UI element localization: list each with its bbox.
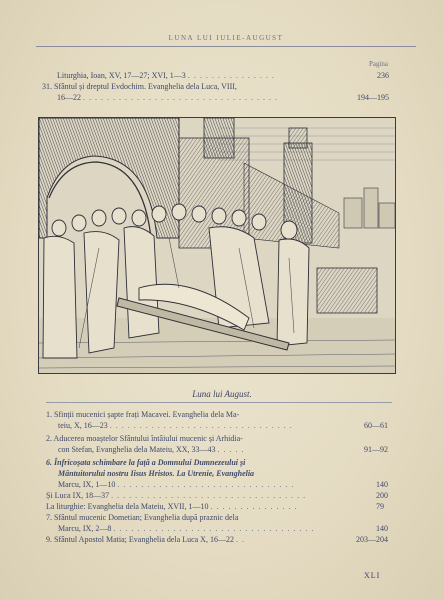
entry-pages: 236 (377, 71, 389, 80)
pagina-label: Pagina (368, 60, 388, 68)
entry-text: 16—22 (57, 93, 81, 102)
july-entry (42, 82, 389, 92)
header-rule (36, 46, 416, 47)
august-entry-line: Mântuitorului nostru Iisus Hristos. La Utrenie, Evanghelia (58, 469, 255, 478)
august-entry-line: 6. Înfricoșata schimbare la față a Domnului Dumnezeului și (46, 458, 246, 467)
leader-dots: . . (235, 535, 245, 544)
leader-dots: . . . . . . . . . . . . . . . . . . . . . . . . . . . . . . . . . . (113, 524, 315, 533)
august-entry-line (46, 491, 306, 501)
entry-text: 9. Sfântul Apostol Matia; Evanghelia dela Luca X, 16—22 (46, 535, 234, 544)
section-rule (46, 402, 392, 403)
entry-pages: 91—92 (364, 445, 388, 454)
august-entry-line (58, 445, 245, 455)
august-entry-line: 2. Aducerea moaștelor Sfântului întâiului mucenic și Arhidia- (46, 434, 243, 443)
leader-dots: . . . . . . . . . . . . . . . . . . . . . . . . . . . . . . . (109, 421, 293, 430)
section-title: Luna lui August. (192, 389, 252, 399)
entry-pages: 194—195 (357, 93, 389, 102)
entry-pages: 140 (376, 524, 388, 533)
leader-dots: . . . . . . . . . . . . . . . . . . . . . . . . . . . . . . . . . (111, 491, 307, 500)
august-entry-line (46, 502, 297, 512)
leader-dots: . . . . . . . . . . . . . . . (187, 71, 275, 80)
entry-pages: 79 (376, 502, 384, 511)
leader-dots: . . . . . (217, 445, 245, 454)
leader-dots: . . . . . . . . . . . . . . . . . . . . . . . . . . . . . . . . . (83, 93, 278, 102)
august-entry-line (58, 524, 314, 534)
entry-text: Și Luca IX, 18—37 (46, 491, 110, 500)
entry-pages: 203—204 (356, 535, 388, 544)
entry-text: Marcu, IX, 1—10 (58, 480, 116, 489)
entry-text: La liturghie: Evanghelia dela Mateiu, XVII, 1—10 (46, 502, 209, 511)
july-entry (57, 71, 389, 81)
leader-dots: . . . . . . . . . . . . . . . (210, 502, 298, 511)
entry-text: teiu, X, 16—23 (58, 421, 108, 430)
entry-text: Liturghia, Ioan, XV, 17—27; XVI, 1—3 (57, 71, 186, 80)
august-entry-line (58, 480, 294, 490)
page-folio: XLI (364, 571, 381, 580)
leader-dots: . . . . . . . . . . . . . . . . . . . . . . . . . . . . . . (117, 480, 295, 489)
engraving-image (39, 118, 395, 373)
entry-text: Marcu, IX, 2—8 (58, 524, 112, 533)
august-entry-line: 1. Sfinții mucenici șapte frați Macavei. Evanghelia dela Ma- (46, 410, 240, 419)
entry-text: 31. Sfântul și dreptul Evdochim. Evanghelia dela Luca, VIII, (42, 82, 237, 91)
entry-pages: 140 (376, 480, 388, 489)
entry-pages: 200 (376, 491, 388, 500)
entry-text: con Stefan, Evanghelia dela Mateiu, XX, 33—43 (58, 445, 216, 454)
august-entry-line (58, 421, 293, 431)
august-entry-line (46, 535, 245, 545)
july-entry-continued (57, 93, 389, 103)
engraving-illustration (38, 117, 396, 374)
running-head: LUNA LUI IULIE-AUGUST (168, 34, 284, 42)
entry-pages: 60—61 (364, 421, 388, 430)
august-entry-line: 7. Sfântul mucenic Dometian; Evanghelia după praznic dela (46, 513, 239, 522)
